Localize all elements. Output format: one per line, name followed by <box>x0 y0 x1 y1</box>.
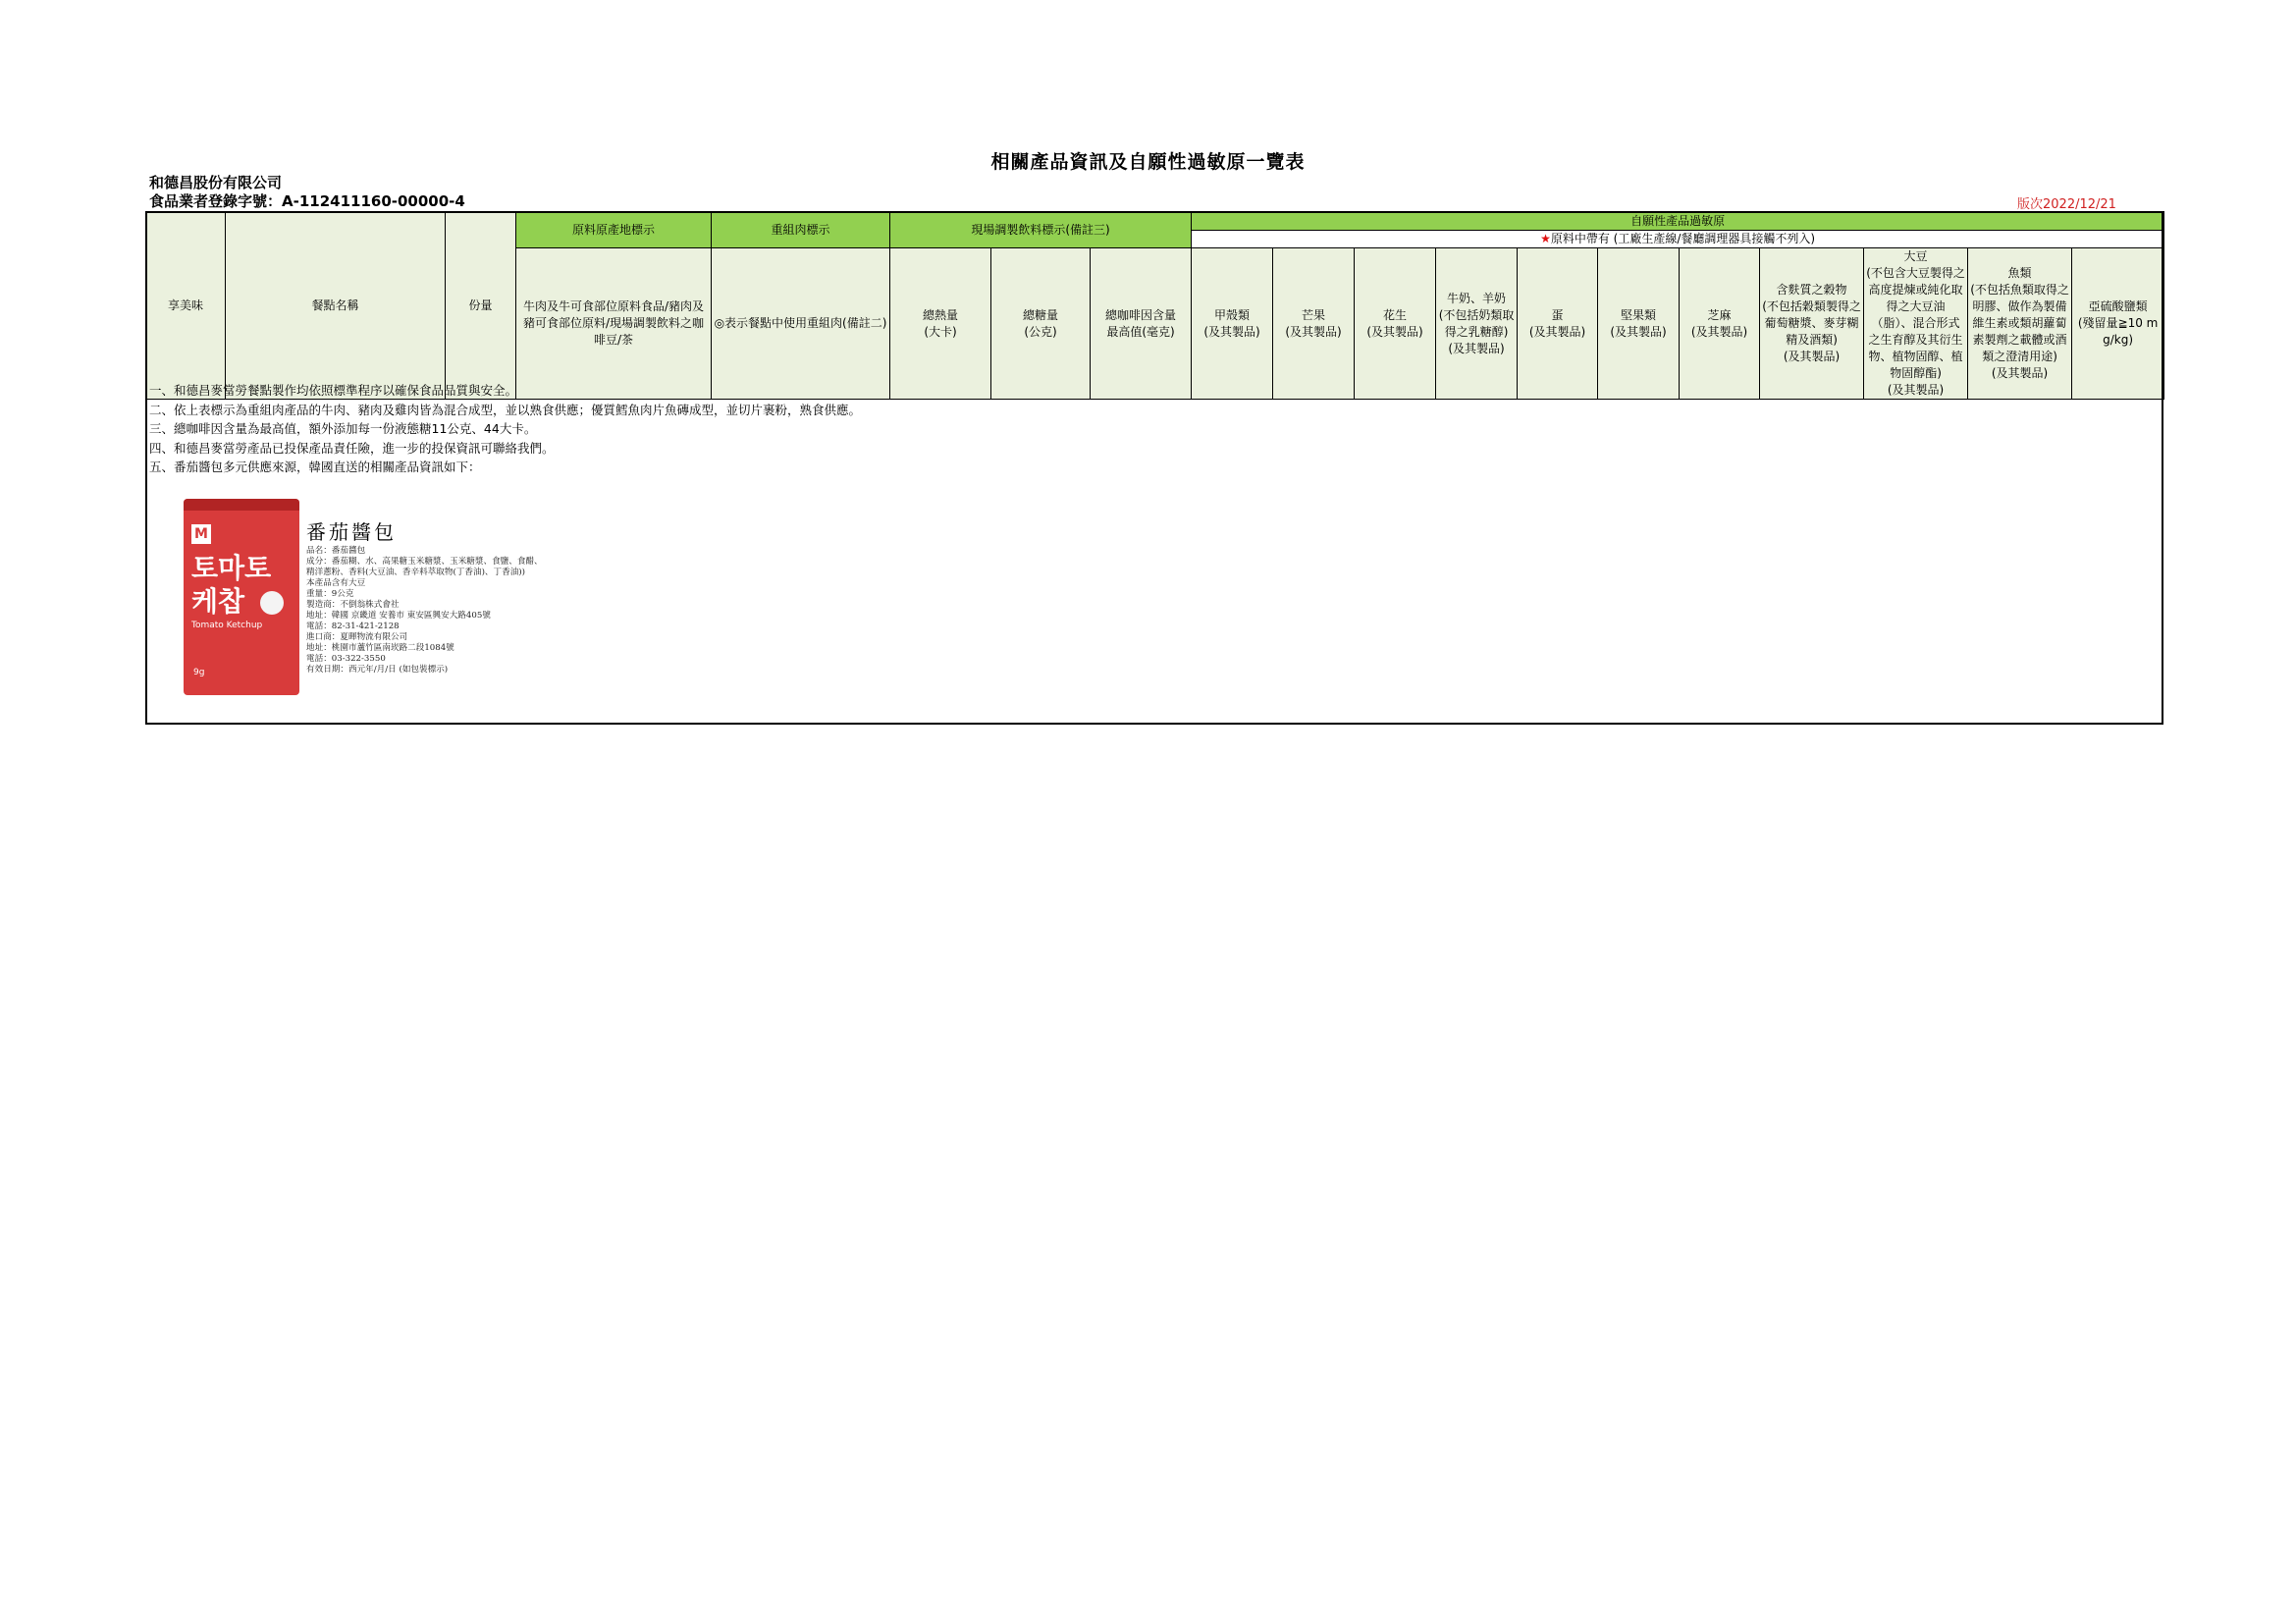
notes <box>149 381 861 477</box>
header-allergen-egg: 蛋 (及其製品) <box>1518 248 1598 400</box>
packet-english-label: Tomato Ketchup <box>191 621 263 630</box>
product-info-line: 成分：番茄糊、水、高果糖玉米糖漿、玉米糖漿、食鹽、食醋、 <box>306 557 543 567</box>
product-info-line: 製造商：不倒翁株式會社 <box>306 600 400 610</box>
header-sugar: 總糖量 (公克) <box>991 248 1091 400</box>
note-item: 五、番茄醬包多元供應來源，韓國直送的相關產品資訊如下： <box>149 460 481 474</box>
header-origin-group: 原料原產地標示 <box>516 212 712 248</box>
header-origin-desc: 牛肉及牛可食部位原料食品/豬肉及豬可食部位原料/現場調製飲料之咖啡豆/茶 <box>516 248 712 400</box>
tomato-icon <box>260 591 284 615</box>
registration-number: 食品業者登錄字號：A-112411160-00000-4 <box>149 192 465 210</box>
star-icon: ★ <box>1540 232 1551 245</box>
product-info-line: 電話：82-31-421-2128 <box>306 622 400 631</box>
header-category: 享美味 <box>146 212 226 400</box>
packet-weight-label: 9g <box>193 668 205 677</box>
header-allergen-mango: 芒果 (及其製品) <box>1273 248 1355 400</box>
note-item: 二、依上表標示為重組肉產品的牛肉、豬肉及雞肉皆為混合成型，並以熟食供應；優質鱈魚肉片魚磚成型，並切片裹粉，熟食供應。 <box>149 402 862 417</box>
header-allergen-peanut: 花生 (及其製品) <box>1355 248 1436 400</box>
allergen-note-text: 原料中帶有 (工廠生產線/餐廳調理器具接觸不列入) <box>1550 232 1816 245</box>
header-allergen-crustacean: 甲殼類 (及其製品) <box>1192 248 1273 400</box>
note-item: 三、總咖啡因含量為最高值，額外添加每一份液態糖11公克、44大卡。 <box>149 421 537 436</box>
packet-korean-label: 토마토 케찹 <box>191 552 272 618</box>
ketchup-packet-image <box>184 499 299 695</box>
header-portion: 份量 <box>446 212 516 400</box>
company-name: 和德昌股份有限公司 <box>149 174 283 191</box>
header-caffeine: 總咖啡因含量 最高值(毫克) <box>1091 248 1192 400</box>
product-info-line: 本產品含有大豆 <box>306 578 366 588</box>
note-item: 一、和德昌麥當勞餐點製作均依照標準程序以確保食品品質與安全。 <box>149 383 518 398</box>
header-item-name: 餐點名稱 <box>226 212 446 400</box>
product-info-line: 進口商：夏暉物流有限公司 <box>306 632 408 642</box>
header-allergen-gluten: 含麩質之穀物 (不包括穀類製得之葡萄糖漿、麥芽糊精及酒類) (及其製品) <box>1760 248 1864 400</box>
header-allergen-milk: 牛奶、羊奶 (不包括奶類取得之乳糖醇) (及其製品) <box>1436 248 1518 400</box>
note-item: 四、和德昌麥當勞產品已投保產品責任險，進一步的投保資訊可聯絡我們。 <box>149 440 555 456</box>
header-allergen-soy: 大豆 (不包含大豆製得之高度提煉或純化取得之大豆油（脂）、混合形式之生育醇及其衍生物、植物固醇、植物固醇酯) (及其製品) <box>1864 248 1968 400</box>
product-info-line: 品名：番茄醬包 <box>306 546 366 556</box>
header-allergen-fish: 魚類 (不包括魚類取得之明膠、做作為製備維生素或類胡蘿蔔素製劑之載體或酒類之澄清用途) (及其製品) <box>1968 248 2072 400</box>
product-info-line: 地址：韓國 京畿道 安養市 東安區興安大路405號 <box>306 611 491 621</box>
product-info-line: 電話：03-322-3550 <box>306 654 386 664</box>
header-allergen-sulfite: 亞硫酸鹽類 (殘留量≧10 mg/kg) <box>2072 248 2164 400</box>
product-info-line: 重量：9公克 <box>306 589 354 599</box>
header-allergen-nuts: 堅果類 (及其製品) <box>1598 248 1680 400</box>
header-calories: 總熱量 (大卡) <box>890 248 991 400</box>
header-allergen-group: 自願性產品過敏原 <box>1192 212 2164 231</box>
page-title: 相關產品資訊及自願性過敏原一覽表 <box>990 151 1306 173</box>
header-allergen-sesame: 芝麻 (及其製品) <box>1680 248 1760 400</box>
header-restructured-desc: ◎表示餐點中使用重組肉(備註二) <box>712 248 890 400</box>
brand-logo-icon: M <box>191 524 211 544</box>
product-info <box>306 546 543 676</box>
product-info-line: 地址：桃園市蘆竹區南崁路二段1084號 <box>306 643 454 653</box>
product-info-line: 有效日期：西元年/月/日 (如包裝標示) <box>306 665 449 675</box>
header-restructured-group: 重組肉標示 <box>712 212 890 248</box>
product-info-line: 精洋蔥粉、香料(大豆油、香辛料萃取物(丁香油)、丁香油)) <box>306 568 526 577</box>
header-drink-group: 現場調製飲料標示(備註三) <box>890 212 1192 248</box>
product-name: 番茄醬包 <box>306 520 397 544</box>
version-date: 版次2022/12/21 <box>2017 197 2116 212</box>
